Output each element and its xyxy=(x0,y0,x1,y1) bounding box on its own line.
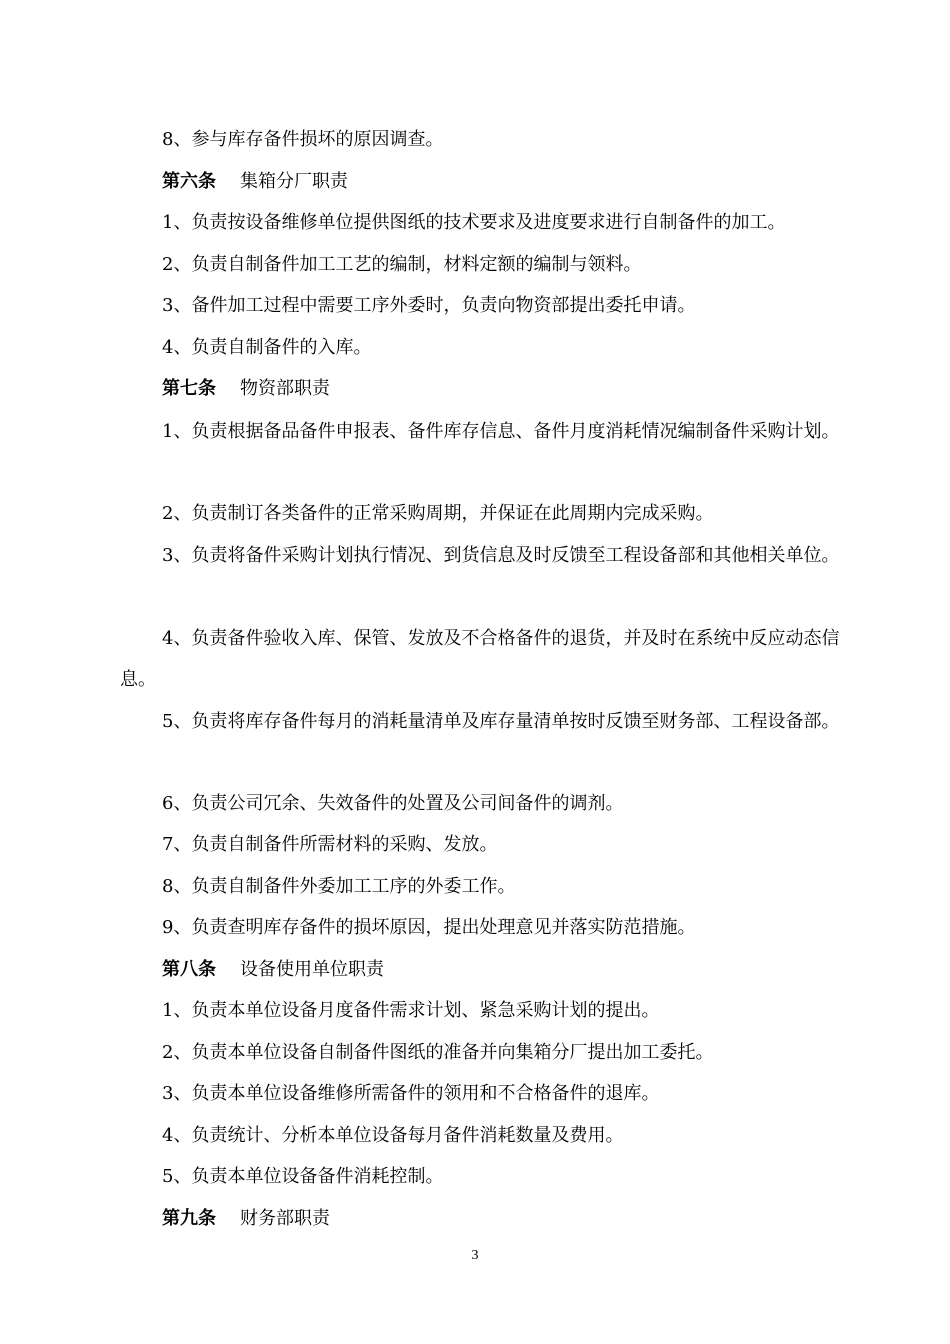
paragraph: 9、负责查明库存备件的损坏原因，提出处理意见并落实防范措施。 xyxy=(162,917,696,938)
paragraph: 1、负责根据备品备件申报表、备件库存信息、备件月度消耗情况编制备件采购计划。 xyxy=(162,421,840,442)
article-heading xyxy=(162,170,348,194)
article-title: 物资部职责 xyxy=(240,378,330,399)
paragraph: 3、备件加工过程中需要工序外委时，负责向物资部提出委托申请。 xyxy=(162,295,696,316)
paragraph: 4、负责备件验收入库、保管、发放及不合格备件的退货，并及时在系统中反应动态信息。 xyxy=(120,628,840,690)
paragraph: 6、负责公司冗余、失效备件的处置及公司间备件的调剂。 xyxy=(162,793,624,814)
paragraph: 1、负责本单位设备月度备件需求计划、紧急采购计划的提出。 xyxy=(162,1000,660,1021)
article-heading xyxy=(162,958,384,982)
paragraph: 2、负责本单位设备自制备件图纸的准备并向集箱分厂提出加工委托。 xyxy=(162,1042,714,1063)
page-number: 3 xyxy=(471,1248,479,1263)
article-heading xyxy=(162,1207,330,1231)
paragraph: 8、负责自制备件外委加工工序的外委工作。 xyxy=(162,876,516,897)
paragraph: 4、负责统计、分析本单位设备每月备件消耗数量及费用。 xyxy=(162,1125,624,1146)
paragraph: 1、负责按设备维修单位提供图纸的技术要求及进度要求进行自制备件的加工。 xyxy=(162,212,786,233)
paragraph: 3、负责将备件采购计划执行情况、到货信息及时反馈至工程设备部和其他相关单位。 xyxy=(162,545,840,566)
paragraph: 2、负责自制备件加工工艺的编制，材料定额的编制与领料。 xyxy=(162,254,642,275)
article-title: 设备使用单位职责 xyxy=(240,959,384,980)
article-heading xyxy=(162,377,330,401)
paragraph: 2、负责制订各类备件的正常采购周期，并保证在此周期内完成采购。 xyxy=(162,503,714,524)
article-number: 第八条 xyxy=(162,959,216,980)
article-number: 第六条 xyxy=(162,171,216,192)
paragraph: 4、负责自制备件的入库。 xyxy=(162,337,372,358)
paragraph: 3、负责本单位设备维修所需备件的领用和不合格备件的退库。 xyxy=(162,1083,660,1104)
article-title: 财务部职责 xyxy=(240,1208,330,1229)
paragraph: 5、负责本单位设备备件消耗控制。 xyxy=(162,1166,444,1187)
paragraph: 8、参与库存备件损坏的原因调查。 xyxy=(162,129,444,150)
article-number: 第七条 xyxy=(162,378,216,399)
article-number: 第九条 xyxy=(162,1208,216,1229)
article-title: 集箱分厂职责 xyxy=(240,171,348,192)
paragraph: 7、负责自制备件所需材料的采购、发放。 xyxy=(162,834,498,855)
paragraph: 5、负责将库存备件每月的消耗量清单及库存量清单按时反馈至财务部、工程设备部。 xyxy=(162,711,840,732)
